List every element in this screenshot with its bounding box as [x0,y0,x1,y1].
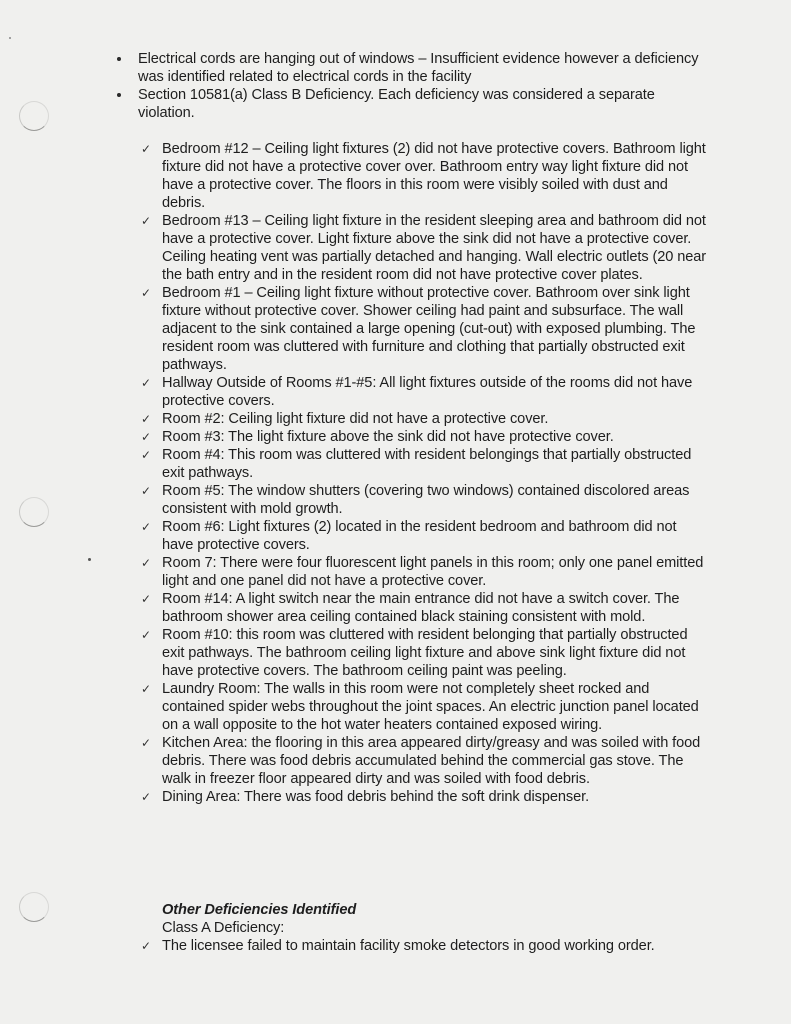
checklist-item-text: Room #4: This room was cluttered with resident belongings that partially obstructed exit pathways. [162,447,692,481]
checkmark-icon: ✓ [141,939,151,953]
checklist-item [141,446,707,482]
checklist-item [141,518,707,554]
checkmark-icon: ✓ [141,484,151,498]
checklist-item-text: Laundry Room: The walls in this room were not completely sheet rocked and contained spider webs throughout the joint spaces. An electric junction panel located on a wall opposite to the hot water heaters contained exposed wiring. [162,681,699,733]
section-heading: Other Deficiencies Identified [162,902,357,918]
bullet-list [138,50,708,122]
scan-speck [9,37,11,39]
checkmark-icon: ✓ [141,376,151,390]
other-deficiencies-section [141,901,707,955]
checklist-item-text: Room #2: Ceiling light fixture did not have a protective cover. [162,411,549,427]
checkmark-icon: ✓ [141,592,151,606]
checklist-item [141,788,707,806]
checklist-item-text: Room 7: There were four fluorescent light panels in this room; only one panel emitted light and one panel did not have a protective cover. [162,555,704,589]
checklist-item-text: Room #10: this room was cluttered with resident belonging that partially obstructed exit pathways. The bathroom ceiling light fixture and above sink light fixture did not have protective covers. The bathroom ceiling paint was peeling. [162,627,688,679]
checklist-item-text: Bedroom #12 – Ceiling light fixtures (2) did not have protective covers. Bathroom light fixture did not have a protective cover over. Bathroom entry way light fixture did not have a protective cover. The floors in this room were visibly soiled with dust and debris. [162,141,706,211]
checklist-item-text: The licensee failed to maintain facility smoke detectors in good working order. [162,938,655,954]
checkmark-icon: ✓ [141,556,151,570]
checklist-item-text: Kitchen Area: the flooring in this area appeared dirty/greasy and was soiled with food debris. There was food debris accumulated behind the commercial gas stove. The walk in freezer floor appeared dirty and was soiled with food debris. [162,735,701,787]
checkmark-icon: ✓ [141,736,151,750]
checklist-item [141,428,707,446]
checklist-item-text: Bedroom #13 – Ceiling light fixture in the resident sleeping area and bathroom did not have a protective cover. Light fixture above the sink did not have a protective cover. Ceiling heating vent was partially detached and hanging. Wall electric outlets (20 near the bath entry and in the resident room did not have protective cover plates. [162,213,707,283]
bullet-icon [117,57,121,61]
bullet-item [138,50,708,86]
bullet-text: Electrical cords are hanging out of windows – Insufficient evidence however a deficiency was identified related to electrical cords in the facility [138,51,699,85]
checklist-item [141,374,707,410]
checkmark-icon: ✓ [141,448,151,462]
checkmark-icon: ✓ [141,520,151,534]
checklist-item-text: Room #6: Light fixtures (2) located in the resident bedroom and bathroom did not have protective covers. [162,519,677,553]
checklist-item [141,410,707,428]
checklist-item [141,140,707,212]
hole-punch-mark [19,497,49,527]
checklist-item [141,482,707,518]
checklist-item-text: Dining Area: There was food debris behind the soft drink dispenser. [162,789,590,805]
checkmark-icon: ✓ [141,214,151,228]
checkmark-icon: ✓ [141,286,151,300]
hole-punch-mark [19,101,49,131]
checkmark-icon: ✓ [141,142,151,156]
checklist-item [141,937,707,955]
checklist-item-text: Room #14: A light switch near the main entrance did not have a switch cover. The bathroom shower area ceiling contained black staining consistent with mold. [162,591,680,625]
checkmark-icon: ✓ [141,682,151,696]
checklist-item-text: Room #5: The window shutters (covering two windows) contained discolored areas consistent with mold growth. [162,483,690,517]
checklist-item [141,212,707,284]
checklist-item-text: Hallway Outside of Rooms #1-#5: All light fixtures outside of the rooms did not have protective covers. [162,375,693,409]
checklist-item [141,680,707,734]
checkmark-icon: ✓ [141,412,151,426]
checklist-item-text: Bedroom #1 – Ceiling light fixture without protective cover. Bathroom over sink light fixture without protective cover. Shower ceiling had paint and subsurface. The wall adjacent to the sink contained a large opening (cut-out) with exposed plumbing. The resident room was cluttered with furniture and clothing that partially obstructed exit pathways. [162,285,696,373]
checklist-item [141,734,707,788]
checklist-item [141,554,707,590]
checklist-item-text: Room #3: The light fixture above the sink did not have protective cover. [162,429,614,445]
checkmark-icon: ✓ [141,628,151,642]
section-subheading: Class A Deficiency: [162,920,285,936]
checkmark-icon: ✓ [141,430,151,444]
deficiency-checklist [141,140,707,806]
hole-punch-mark [19,892,49,922]
bullet-item [138,86,708,122]
scan-speck [88,558,91,561]
checkmark-icon: ✓ [141,790,151,804]
other-deficiency-list [141,937,707,955]
checklist-item [141,590,707,626]
checklist-item [141,284,707,374]
bullet-icon [117,93,121,97]
checklist-item [141,626,707,680]
bullet-text: Section 10581(a) Class B Deficiency. Each deficiency was considered a separate violation. [138,87,655,121]
